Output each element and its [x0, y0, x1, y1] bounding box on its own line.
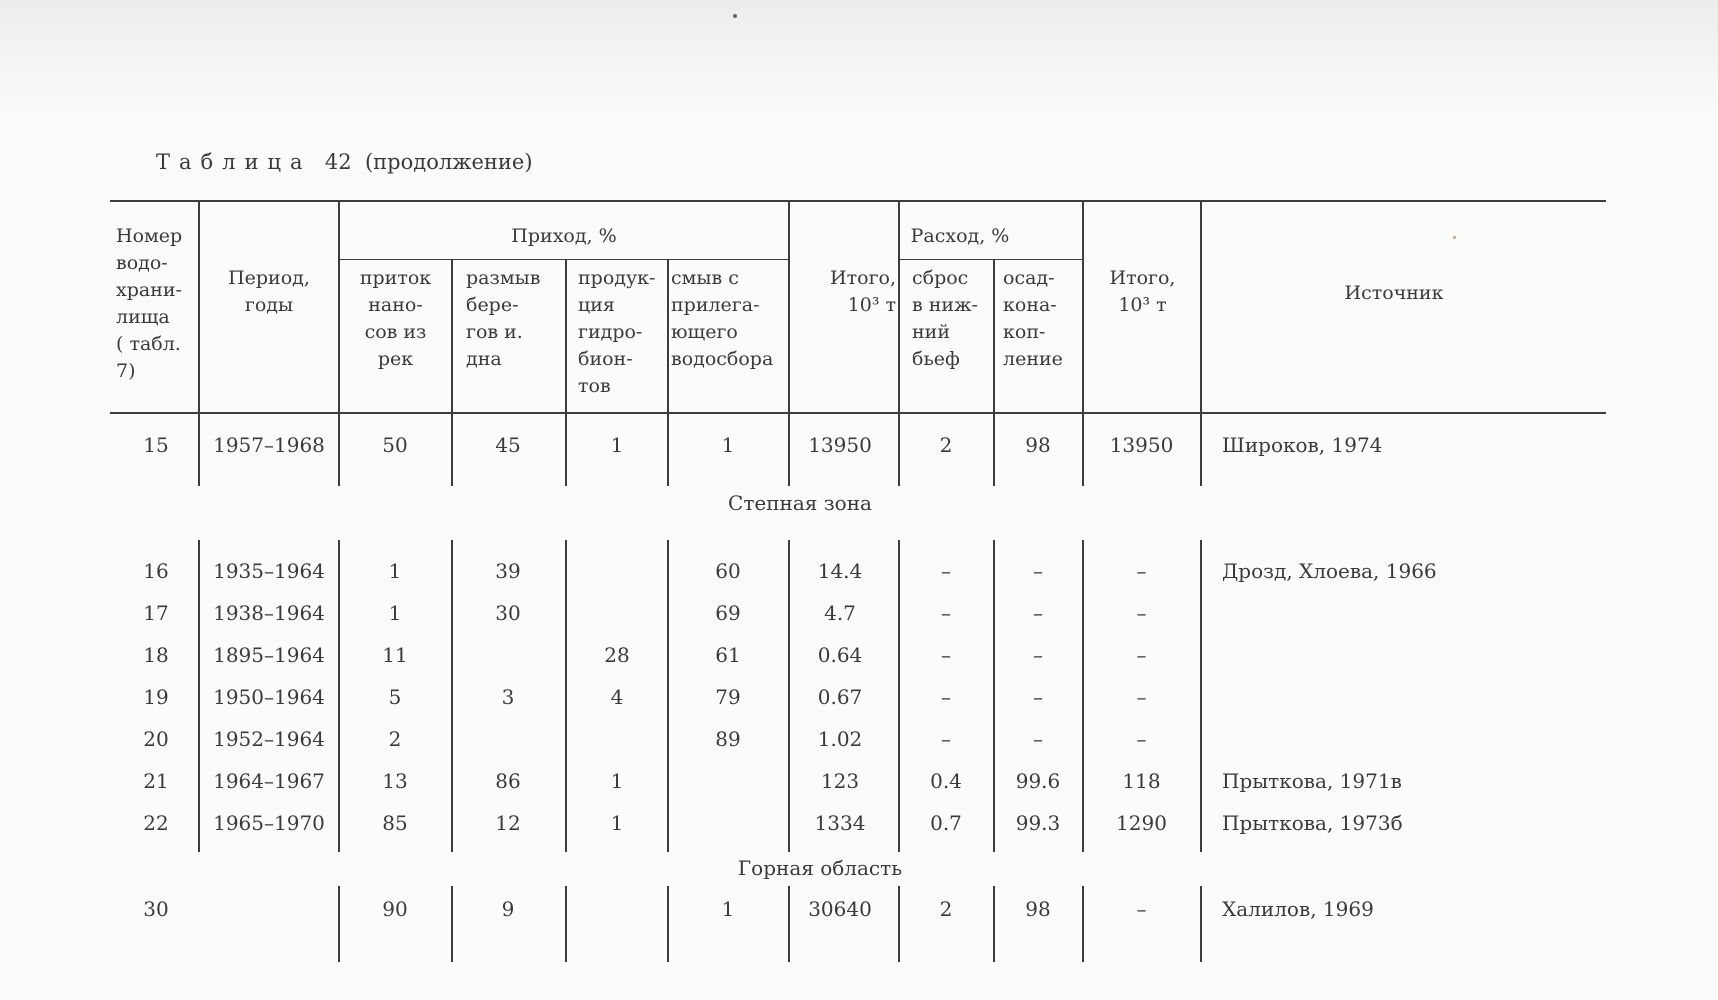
cell-c4: 60: [715, 559, 741, 583]
cell-c2: 9: [501, 897, 515, 921]
cell-c2: 3: [501, 685, 515, 709]
header-income-rivers: приток нано- сов из рек: [359, 267, 432, 370]
cell-o2: –: [1033, 685, 1043, 709]
cell-c1: 11: [382, 643, 408, 667]
cell-no: 18: [143, 643, 169, 667]
cell-c1: 90: [382, 897, 408, 921]
cell-o1: 2: [939, 897, 953, 921]
cell-c4: 89: [715, 727, 741, 751]
table-top-rule: [110, 200, 1606, 202]
cell-c4: 79: [715, 685, 741, 709]
header-divider: [451, 260, 453, 414]
cell-c1: 85: [382, 811, 408, 835]
scan-speck: [733, 14, 737, 18]
cell-c1: 2: [388, 727, 402, 751]
cell-tot-in: 123: [820, 769, 860, 793]
cell-c2: 12: [495, 811, 521, 835]
cell-o1: 0.4: [930, 769, 962, 793]
cell-o2: 99.3: [1015, 811, 1061, 835]
cell-c1: 13: [382, 769, 408, 793]
cell-c4: 1: [721, 433, 735, 457]
cell-no: 16: [143, 559, 169, 583]
table-caption: [156, 150, 533, 174]
cell-o2: –: [1033, 559, 1043, 583]
header-source: Источник: [1344, 282, 1444, 304]
cell-no: 19: [143, 685, 169, 709]
cell-period: 1964–1967: [213, 769, 325, 793]
column-divider: [198, 414, 200, 486]
cell-c3: 28: [604, 643, 630, 667]
cell-c2: 45: [495, 433, 521, 457]
outcome-group-rule: [900, 259, 1083, 260]
cell-c4: 1: [721, 897, 735, 921]
cell-tot-out: –: [1136, 559, 1147, 583]
column-divider: [1200, 414, 1202, 486]
header-outcome-discharge: сброс в ниж- ний бьеф: [912, 267, 978, 370]
cell-no: 30: [143, 897, 169, 921]
cell-o2: –: [1033, 643, 1043, 667]
cell-period: 1935–1964: [213, 559, 325, 583]
header-divider: [565, 260, 567, 414]
cell-period: 1957–1968: [213, 433, 325, 457]
cell-o1: –: [941, 685, 951, 709]
cell-tot-in: 4.7: [824, 601, 856, 625]
cell-no: 22: [143, 811, 169, 835]
caption-word: Таблица: [156, 150, 312, 174]
cell-src: Прыткова, 1971в: [1222, 769, 1402, 793]
cell-c3: 4: [610, 685, 624, 709]
column-divider: [565, 886, 567, 962]
cell-no: 17: [143, 601, 169, 625]
header-divider: [1200, 200, 1202, 414]
column-divider: [1200, 540, 1202, 852]
cell-tot-in: 1.02: [817, 727, 863, 751]
cell-tot-out: 1290: [1116, 811, 1167, 835]
scan-speck: [1453, 236, 1456, 239]
cell-tot-in: 14.4: [817, 559, 863, 583]
column-divider: [1200, 886, 1202, 962]
cell-src: Халилов, 1969: [1222, 897, 1374, 921]
header-divider: [667, 260, 669, 414]
header-bottom-rule: [110, 412, 1606, 414]
cell-o2: –: [1033, 727, 1043, 751]
cell-o1: –: [941, 601, 951, 625]
header-period: Период, годы: [228, 267, 310, 316]
caption-note: (продолжение): [364, 150, 533, 174]
cell-o1: 0.7: [930, 811, 962, 835]
scan-top-shade: [0, 0, 1718, 120]
cell-c2: 86: [495, 769, 521, 793]
cell-o2: –: [1033, 601, 1043, 625]
cell-c1: 1: [388, 559, 402, 583]
cell-o1: –: [941, 727, 951, 751]
cell-tot-out: –: [1136, 601, 1147, 625]
cell-tot-out: 118: [1122, 769, 1161, 793]
cell-tot-out: –: [1136, 727, 1147, 751]
cell-c1: 5: [388, 685, 402, 709]
cell-src: Прыткова, 1973б: [1222, 811, 1403, 835]
cell-src: Дрозд, Хлоева, 1966: [1222, 559, 1437, 583]
header-income-group: Приход, %: [511, 225, 617, 247]
cell-no: 20: [143, 727, 169, 751]
cell-no: 21: [143, 769, 169, 793]
cell-src: Широков, 1974: [1222, 433, 1383, 457]
cell-tot-out: –: [1136, 685, 1147, 709]
header-outcome-sedimentation: осад- кона- коп- ление: [1003, 267, 1063, 370]
cell-tot-in: 30640: [808, 897, 872, 921]
section-heading-mountain: Горная область: [737, 856, 903, 880]
cell-period: 1952–1964: [213, 727, 325, 751]
cell-o1: –: [941, 559, 951, 583]
cell-period: 1950–1964: [213, 685, 325, 709]
cell-c4: 69: [715, 601, 741, 625]
cell-o2: 99.6: [1015, 769, 1061, 793]
cell-c4: 61: [715, 643, 741, 667]
cell-o1: –: [941, 643, 951, 667]
cell-tot-in: 1334: [814, 811, 866, 835]
cell-tot-in: 0.67: [817, 685, 863, 709]
cell-o1: 2: [939, 433, 953, 457]
cell-c1: 1: [388, 601, 402, 625]
cell-c3: 1: [610, 769, 624, 793]
cell-tot-out: –: [1136, 897, 1147, 921]
column-divider: [198, 540, 200, 852]
section-heading-steppe: Степная зона: [728, 491, 872, 515]
cell-period: 1938–1964: [213, 601, 325, 625]
cell-period: 1965–1970: [213, 811, 325, 835]
cell-c3: 1: [610, 433, 624, 457]
header-total-income: Итого, 10³ т: [830, 267, 896, 316]
cell-o2: 98: [1025, 897, 1051, 921]
cell-o2: 98: [1025, 433, 1051, 457]
header-reservoir-number: Номер водо- храни- лища ( табл. 7): [116, 225, 183, 382]
header-income-hydrobionts: продук- ция гидро- бион- тов: [578, 267, 656, 397]
header-total-outcome: Итого, 10³ т: [1109, 267, 1176, 316]
cell-tot-in: 13950: [808, 433, 872, 457]
header-income-catchment: смыв с прилега- ющего водосбора: [671, 267, 774, 370]
cell-tot-out: 13950: [1109, 433, 1174, 457]
cell-tot-in: 0.64: [817, 643, 863, 667]
cell-c3: 1: [610, 811, 624, 835]
header-income-erosion: размыв бере- гов и. дна: [466, 267, 541, 370]
cell-c2: 39: [495, 559, 521, 583]
caption-number: 42: [324, 150, 352, 174]
cell-tot-out: –: [1136, 643, 1147, 667]
cell-c2: 30: [495, 601, 521, 625]
cell-period: 1895–1964: [213, 643, 325, 667]
cell-no: 15: [143, 433, 169, 457]
cell-c1: 50: [382, 433, 408, 457]
header-outcome-group: Расход, %: [910, 225, 1010, 247]
